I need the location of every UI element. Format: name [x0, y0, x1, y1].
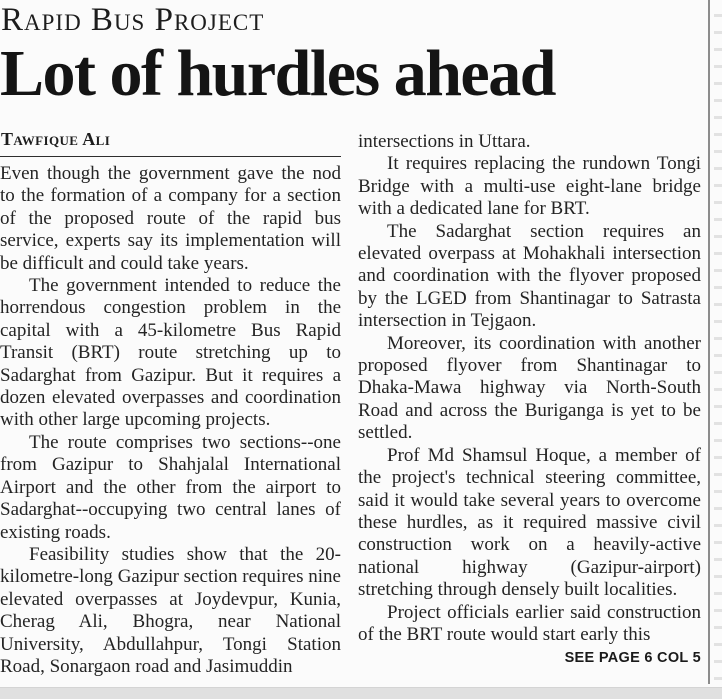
article-paragraph: Even though the government gave the nod to the formation of a company for a section of the proposed route of the rapid bus service, experts say its implementation will be difficult and could take years.	[0, 163, 341, 274]
article-paragraph: Prof Md Shamsul Hoque, a member of the project's technical steering committee, said it would take several years to overcome these hurdles, as it required massive civil construction work on a heavily-active national highway (Gazipur-airport) stretching through densely built localities.	[358, 444, 701, 601]
adjacent-column-sliver	[714, 0, 722, 684]
kicker: Rapid Bus Project	[1, 2, 265, 38]
article-paragraph: Moreover, its coordination with another proposed flyover from Shantinagar to Dhaka-Mawa highway via North-South Road and across the Buriganga is yet to be settled.	[358, 332, 701, 444]
article-paragraph: The government intended to reduce the horrendous congestion problem in the capital with a 45-kilometre Bus Rapid Transit (BRT) route stretching up to Sadarghat from Gazipur. But it requires a dozen elevated overpasses and coordination with other large upcoming projects.	[0, 275, 341, 431]
article-paragraph: intersections in Uttara.	[358, 131, 531, 152]
article-column-left	[0, 163, 341, 679]
article-paragraph: It requires replacing the rundown Tongi Bridge with a multi-use eight-lane bridge with a dedicated lane for BRT.	[358, 153, 701, 220]
article-paragraph: The route comprises two sections--one from Gazipur to Shahjalal International Airport and the other from the airport to Sadarghat--occupying two central lanes of existing roads.	[0, 431, 341, 543]
headline: Lot of hurdles ahead	[0, 37, 555, 110]
column-divider-rule	[708, 0, 710, 684]
byline-author: Tawfique Ali	[1, 129, 111, 149]
byline-rule	[0, 156, 341, 157]
article-column-right	[358, 131, 701, 697]
article-paragraph: Project officials earlier said construction of the BRT route would start early this	[358, 601, 701, 645]
scan-bottom-strip	[0, 687, 722, 699]
article-paragraph: Feasibility studies show that the 20-kilometre-long Gazipur section requires nine elevated overpasses at Joydevpur, Kunia, Cherag Ali, Bhogra, near National University, Abdullahpur, Tongi Station Road, Sonargaon road and Jasimuddin	[0, 543, 341, 677]
article-paragraph: The Sadarghat section requires an elevated overpass at Mohakhali intersection and coordination with the flyover proposed by the LGED from Shantinagar to Satrasta intersection in Tejgaon.	[358, 220, 701, 332]
jump-line: SEE PAGE 6 COL 5	[564, 650, 701, 667]
